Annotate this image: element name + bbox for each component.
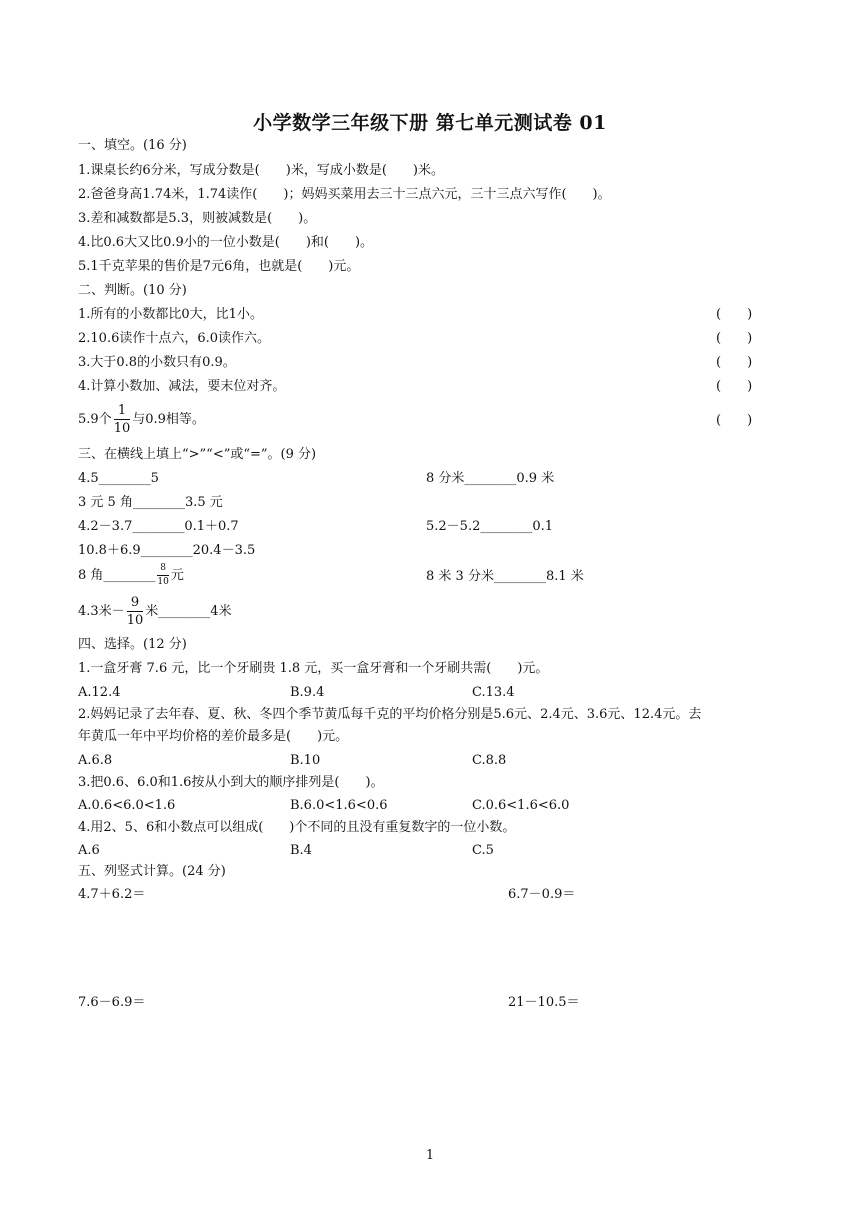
s4-q2-option-a: A.6.8: [78, 753, 113, 768]
s4-q1-option-b: B.9.4: [290, 685, 325, 700]
s4-q3-option-c: C.0.6<1.6<6.0: [472, 798, 570, 813]
calc-4: 21－10.5＝: [508, 995, 580, 1010]
s1-question-4: 4.比0.6大又比0.9小的一位小数是( )和( )。: [78, 235, 374, 250]
compare-5a: [78, 564, 184, 587]
s4-question-1: 1.一盒牙膏 7.6 元，比一个牙刷贵 1.8 元，买一盒牙膏和一个牙刷共需( )元。: [78, 661, 549, 676]
s1-question-3: 3.差和减数都是5.3，则被减数是( )。: [78, 211, 317, 226]
compare-1a: 4.5________5: [78, 471, 159, 486]
fraction-denominator: 10: [113, 421, 131, 436]
s1-question-1: 1.课桌长约6分米，写成分数是( )米，写成小数是( )米。: [78, 163, 444, 178]
fraction-numerator: 1: [114, 404, 131, 420]
calc-1: 4.7＋6.2＝: [78, 887, 146, 902]
s4-q2-option-c: C.8.8: [472, 753, 507, 768]
fraction-numerator: 8: [157, 564, 168, 576]
compare-6a-suffix: 米________4米: [145, 604, 232, 619]
s4-q3-option-b: B.6.0<1.6<0.6: [290, 798, 388, 813]
s2-q5-prefix: 5.9个: [78, 412, 112, 427]
section-2-heading: 二、判断。(10 分): [78, 283, 187, 298]
section-5-heading: 五、列竖式计算。(24 分): [78, 864, 226, 879]
compare-2a: 3 元 5 角________3.5 元: [78, 495, 223, 510]
calc-3: 7.6－6.9＝: [78, 995, 146, 1010]
section-1-heading: 一、填空。(16 分): [78, 138, 187, 153]
answer-paren-5: ( ): [716, 413, 753, 428]
s4-question-2-line-2: 年黄瓜一年中平均价格的差价最多是( )元。: [78, 729, 349, 744]
compare-6a: [78, 596, 232, 627]
s4-q1-option-a: A.12.4: [78, 685, 121, 700]
compare-6a-prefix: 4.3米－: [78, 604, 125, 619]
section-3-heading: 三、在横线上填上“>”“<”或“=”。(9 分): [78, 447, 317, 462]
s2-q5-suffix: 与0.9相等。: [132, 412, 205, 427]
s4-q1-option-c: C.13.4: [472, 685, 515, 700]
section-4-heading: 四、选择。(12 分): [78, 637, 187, 652]
compare-3b: 5.2－5.2________0.1: [426, 519, 554, 534]
fraction-denominator: 10: [157, 577, 169, 587]
s4-q4-option-b: B.4: [290, 843, 312, 858]
page-number: 1: [425, 1148, 435, 1163]
fraction: [157, 564, 168, 587]
page-title: 小学数学三年级下册 第七单元测试卷 01: [253, 112, 607, 134]
s2-question-5: [78, 404, 205, 435]
compare-3a: 4.2－3.7________0.1＋0.7: [78, 519, 239, 534]
fraction: [127, 596, 144, 627]
s1-question-5: 5.1千克苹果的售价是7元6角，也就是( )元。: [78, 259, 360, 274]
compare-4a: 10.8＋6.9________20.4－3.5: [78, 543, 256, 558]
s4-question-3: 3.把0.6、6.0和1.6按从小到大的顺序排列是( )。: [78, 775, 384, 790]
calc-2: 6.7－0.9＝: [508, 887, 576, 902]
answer-paren-1: ( ): [716, 307, 753, 322]
s4-q2-option-b: B.10: [290, 753, 321, 768]
compare-5b: 8 米 3 分米________8.1 米: [426, 569, 584, 584]
fraction: [114, 404, 131, 435]
compare-5a-prefix: 8 角________: [78, 568, 156, 583]
compare-5a-suffix: 元: [170, 568, 184, 583]
s4-q4-option-a: A.6: [78, 843, 100, 858]
s2-question-1: 1.所有的小数都比0大，比1小。: [78, 307, 263, 322]
s4-question-4: 4.用2、5、6和小数点可以组成( )个不同的且没有重复数字的一位小数。: [78, 820, 516, 835]
compare-1b: 8 分米________0.9 米: [426, 471, 555, 486]
fraction-denominator: 10: [126, 613, 144, 628]
fraction-numerator: 9: [127, 596, 144, 612]
s1-question-2: 2.爸爸身高1.74米，1.74读作( )；妈妈买菜用去三十三点六元，三十三点六写作( )。: [78, 187, 611, 202]
answer-paren-4: ( ): [716, 379, 753, 394]
s4-q3-option-a: A.0.6<6.0<1.6: [78, 798, 176, 813]
s2-question-2: 2.10.6读作十点六，6.0读作六。: [78, 331, 271, 346]
answer-paren-3: ( ): [716, 355, 753, 370]
s2-question-3: 3.大于0.8的小数只有0.9。: [78, 355, 236, 370]
s4-q4-option-c: C.5: [472, 843, 494, 858]
answer-paren-2: ( ): [716, 331, 753, 346]
s4-question-2-line-1: 2.妈妈记录了去年春、夏、秋、冬四个季节黄瓜每千克的平均价格分别是5.6元、2.4元、3.6元、12.4元。去: [78, 707, 702, 722]
s2-question-4: 4.计算小数加、减法，要末位对齐。: [78, 379, 286, 394]
